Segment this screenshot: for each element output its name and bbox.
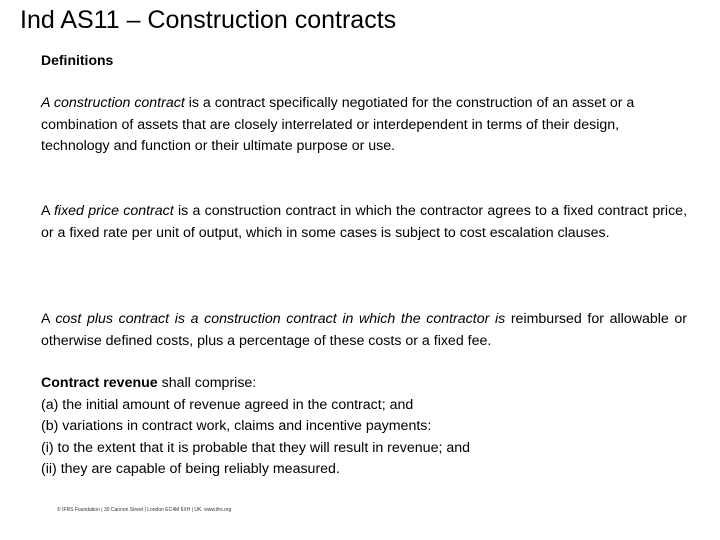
list-item: (a) the initial amount of revenue agreed in the contract; and: [41, 396, 414, 413]
contract-revenue-block: [41, 373, 687, 481]
contract-revenue-intro: [41, 373, 687, 395]
footer-text: © IFRS Foundation | 30 Cannon Street | London EC4M 6XH | UK. www.ifrs.org: [57, 507, 232, 513]
definition-lead: A: [41, 203, 54, 219]
definition-lead: A: [41, 311, 56, 327]
list-item: (i) to the extent that it is probable that they will result in revenue; and: [41, 439, 471, 456]
list-item: (ii) they are capable of being reliably measured.: [41, 461, 340, 477]
definition-text: is a contract specifically negotiated for the construction of an asset or a combination of assets that are closely interrelated or interdependent in terms of their design, technology and function or their ultimate purpose or use.: [41, 95, 635, 154]
slide-title: Ind AS11 – Construction contracts: [20, 6, 397, 34]
definition-cost-plus-contract: [41, 309, 687, 352]
definition-text: reimbursed for allowable or otherwise defined costs, plus a percentage of these costs or a fixed fee.: [41, 311, 688, 349]
definition-term: fixed price contract: [53, 203, 174, 219]
section-heading: Definitions: [41, 52, 114, 68]
list-item: (b) variations in contract work, claims and incentive payments:: [41, 418, 432, 434]
definition-term: Contract revenue: [41, 375, 158, 391]
definition-term: A construction contract: [41, 95, 185, 111]
definition-construction-contract: [41, 93, 687, 158]
definition-fixed-price-contract: [41, 201, 687, 244]
definition-text: shall comprise:: [157, 375, 257, 391]
definition-text: is a construction contract in which the contractor agrees to a fixed contract price, or a fixed rate per unit of output, which in some cases is subject to cost escalation clauses.: [41, 203, 688, 241]
definition-term: cost plus contract: [55, 311, 170, 327]
definition-italic-text: is a construction contract in which the contractor is: [169, 311, 506, 327]
